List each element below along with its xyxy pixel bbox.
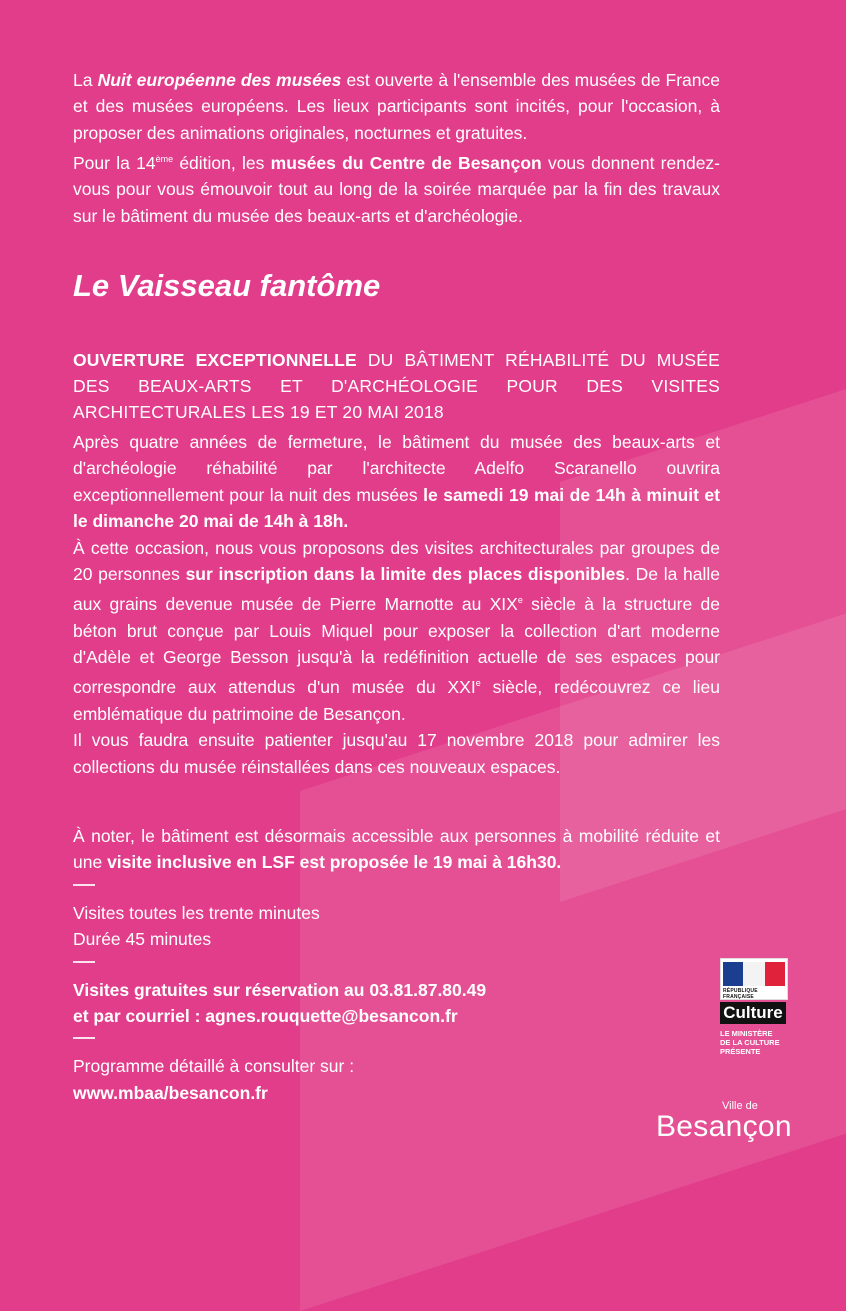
divider: [73, 961, 95, 963]
page-title: Le Vaisseau fantôme: [73, 268, 381, 303]
divider: [73, 884, 95, 886]
body-paragraph-2: À cette occasion, nous vous proposons des visites architecturales par groupes de 20 personnes sur inscription dans la limite des places disponibles. De la halle aux grains devenue musée de Pierre Marnotte au XIXe siècle à la structure de béton brut conçue par Louis Miquel pour exposer la collection d'art moderne d'Adèle et George Besson jusqu'à la redéfinition actuelle de ses espaces pour correspondre aux attendus d'un musée du XXIe siècle, redécouvrez ce lieu emblématique du patrimoine de Besançon.: [73, 537, 721, 724]
intro-museums: musées du Centre de Besançon: [270, 153, 542, 174]
republique-label: RÉPUBLIQUE FRANÇAISE: [723, 988, 758, 1000]
body-paragraph-3: Il vous faudra ensuite patienter jusqu'au 17 novembre 2018 pour admirer les collections du musée réinstallées dans ces nouveaux espaces.: [73, 730, 720, 777]
practical-info: [73, 823, 720, 1106]
program-link[interactable]: www.mbaa/besancon.fr: [73, 1082, 268, 1103]
city-logo: Besançon: [656, 1110, 792, 1143]
divider: [73, 1037, 95, 1039]
schedule-line-2: Durée 45 minutes: [73, 929, 212, 950]
main-content: [73, 67, 721, 1103]
marianne-logo-icon: [720, 958, 788, 1000]
body-paragraph-1: Après quatre années de fermeture, le bâtiment du musée des beaux-arts et d'archéologie réhabilité par l'architecte Adelfo Scaranello ouvrira exceptionnellement pour la nuit des musées le samedi 19 mai de 14h à minuit et le dimanche 20 mai de 14h à 18h.: [73, 432, 720, 532]
schedule-line-1: Visites toutes les trente minutes: [73, 902, 320, 923]
body-text: [73, 429, 720, 780]
intro-event-name: Nuit européenne des musées: [97, 70, 342, 90]
ministry-caption: LE MINISTÈRE DE LA CULTURE PRÉSENTE: [720, 1029, 780, 1056]
opening-dates: le samedi 19 mai de 14h à minuit et le dimanche 20 mai de 14h à 18h.: [73, 484, 720, 532]
city-logo-prefix: Ville de: [722, 1100, 758, 1112]
accessibility-note: À noter, le bâtiment est désormais accessible aux personnes à mobilité réduite et une visite inclusive en LSF est proposée le 19 mai à 16h30.: [73, 826, 720, 873]
opening-announcement: OUVERTURE EXCEPTIONNELLE DU BÂTIMENT RÉHABILITÉ DU MUSÉE DES BEAUX-ARTS ET D'ARCHÉOLOGIE POUR DES VISITES ARCHITECTURALES LES 19 ET 20 MAI 2018: [73, 349, 721, 423]
booking-phone: Visites gratuites sur réservation au 03.81.87.80.49: [73, 979, 487, 1000]
ministry-logo: [720, 958, 820, 1056]
intro-paragraph: La Nuit européenne des musées est ouverte à l'ensemble des musées de France et des musées européens. Les lieux participants sont incités, pour l'occasion, à proposer des animations originales, nocturnes et gratuites. Pour la 14ème édition, les musées du Centre de Besançon vous donnent rendez-vous pour vous émouvoir tout au long de la soirée marquée par la fin des travaux sur le bâtiment du musée des beaux-arts et d'archéologie.: [73, 70, 721, 226]
program-label: Programme détaillé à consulter sur :: [73, 1056, 355, 1077]
booking-email[interactable]: et par courriel : agnes.rouquette@besancon.fr: [73, 1006, 458, 1027]
culture-logo: Culture: [720, 1002, 786, 1024]
